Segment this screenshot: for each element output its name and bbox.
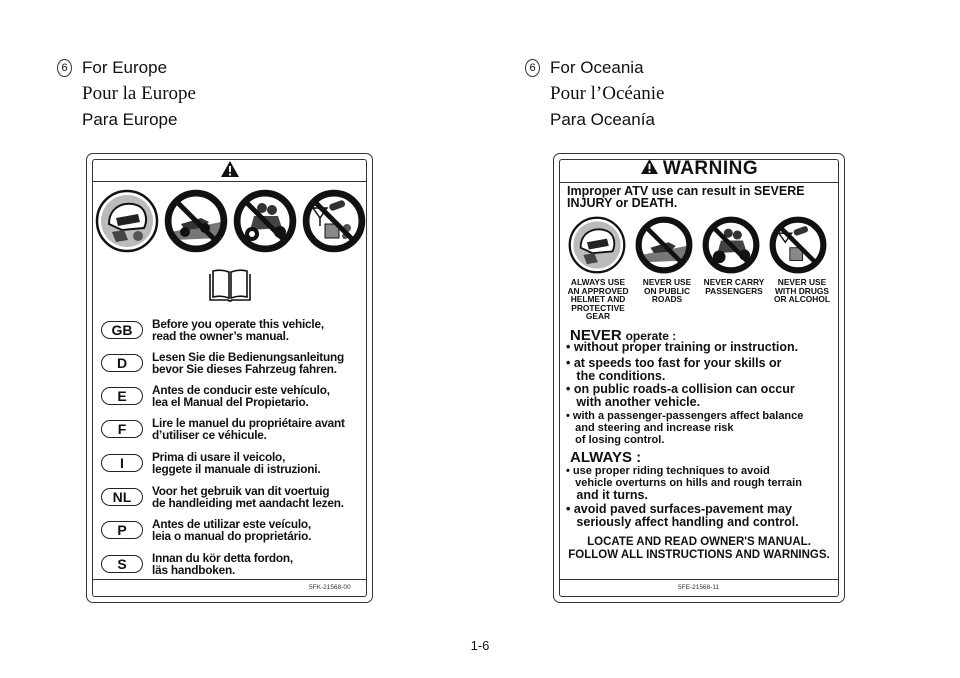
page-number: 1-6	[470, 638, 490, 653]
always-item	[566, 465, 802, 501]
language-code-pill: I	[101, 454, 143, 472]
caption-line: NEVER CARRY	[703, 277, 765, 287]
language-row-p	[101, 518, 311, 542]
instruction-line: read the owner’s manual.	[152, 329, 289, 343]
caption-line: AN APPROVED	[567, 285, 629, 296]
instruction-line: läs handboken.	[152, 563, 236, 577]
language-code-pill: S	[101, 555, 143, 573]
instruction-line: lea el Manual del Propietario.	[152, 395, 309, 409]
footer-instructions	[554, 536, 844, 562]
divider	[92, 181, 367, 182]
intro-line: INJURY or DEATH.	[567, 196, 678, 210]
never-item	[566, 341, 798, 354]
caption-line: ON PUBLIC	[643, 285, 691, 296]
language-code-pill: GB	[101, 321, 143, 339]
helmet-icon	[567, 215, 627, 275]
instruction-line: Voor het gebruik van dit voertuig	[152, 484, 330, 498]
caption-passengers	[700, 278, 768, 295]
item-line: and steering and increase risk	[566, 422, 734, 434]
language-code-pill: F	[101, 420, 143, 438]
language-code-pill: NL	[101, 488, 143, 506]
instruction-line: Innan du kör detta fordon,	[152, 551, 293, 565]
item-line: • without proper training or instruction.	[566, 340, 799, 354]
item-line: of losing control.	[566, 434, 665, 446]
item-line: and it turns.	[566, 488, 648, 502]
caption-line: ROADS	[651, 294, 683, 304]
part-code: 5FE-21568-11	[678, 584, 720, 591]
item-line: • with a passenger-passengers affect balance	[566, 410, 804, 422]
instruction-line: de handleiding met aandacht lezen.	[152, 496, 344, 510]
intro-line: Improper ATV use can result in SEVERE	[567, 184, 805, 198]
caption-line: PASSENGERS	[705, 285, 763, 296]
heading-french: Pour l’Océanie	[550, 83, 665, 104]
instruction-line: Antes de utilizar este veículo,	[152, 517, 312, 531]
europe-warning-label	[86, 153, 373, 603]
item-line: • on public roads-a collision can occur	[566, 382, 795, 396]
never-rest: operate :	[625, 329, 677, 343]
heading-french: Pour la Europe	[82, 83, 196, 104]
caption-line: GEAR	[585, 311, 611, 321]
oceania-heading	[525, 55, 664, 133]
caption-line: HELMET AND	[570, 294, 626, 304]
no-road-icon	[634, 215, 694, 275]
caption-roads	[634, 278, 700, 304]
item-line: seriously affect handling and control.	[566, 515, 799, 529]
always-word: ALWAYS :	[570, 449, 642, 466]
never-word: NEVER	[570, 327, 622, 344]
language-row-f	[101, 417, 345, 441]
language-row-gb	[101, 318, 324, 342]
warning-title	[554, 158, 844, 180]
instruction-line: Lire le manuel du propriétaire avant	[152, 416, 345, 430]
always-heading	[570, 449, 641, 466]
caption-line: WITH DRUGS	[775, 285, 829, 296]
europe-heading	[57, 55, 196, 133]
caption-line: PROTECTIVE	[571, 302, 625, 313]
item-line: • avoid paved surfaces-pavement may	[566, 502, 793, 516]
instruction-line: Antes de conducir este vehículo,	[152, 383, 330, 397]
part-code: 5FK-21568-00	[309, 584, 351, 591]
caption-line: NEVER USE	[642, 277, 692, 287]
divider	[92, 579, 367, 580]
instruction-line: leia o manual do proprietário.	[152, 529, 312, 543]
no-drugs-alcohol-icon	[301, 188, 367, 254]
helmet-icon	[94, 188, 160, 254]
instruction-line: Prima di usare il veicolo,	[152, 450, 286, 464]
divider	[559, 579, 839, 580]
language-code-pill: D	[101, 354, 143, 372]
item-line: • use proper riding techniques to avoid	[566, 465, 770, 477]
caption-drugs	[767, 278, 837, 304]
heading-spanish: Para Europe	[82, 110, 178, 129]
caption-line: NEVER USE	[777, 277, 827, 287]
no-passenger-icon	[701, 215, 761, 275]
instruction-line: bevor Sie dieses Fahrzeug fahren.	[152, 362, 337, 376]
item-line: with another vehicle.	[566, 395, 701, 409]
item-line: the conditions.	[566, 369, 666, 383]
language-row-e	[101, 384, 330, 408]
no-drugs-alcohol-icon	[768, 215, 828, 275]
footer-line: FOLLOW ALL INSTRUCTIONS AND WARNINGS.	[568, 549, 830, 561]
footer-line: LOCATE AND READ OWNER'S MANUAL.	[587, 536, 811, 548]
caption-helmet	[564, 278, 632, 321]
instruction-line: Before you operate this vehicle,	[152, 317, 324, 331]
item-line: • at speeds too fast for your skills or	[566, 356, 782, 370]
language-code-pill: E	[101, 387, 143, 405]
warning-word: WARNING	[662, 158, 759, 179]
caption-line: OR ALCOHOL	[774, 294, 830, 304]
language-code-pill: P	[101, 521, 143, 539]
heading-spanish: Para Oceanía	[550, 110, 655, 129]
language-row-d	[101, 351, 344, 375]
heading-english: For Oceania	[550, 58, 644, 77]
never-item	[566, 383, 795, 409]
caption-line: ALWAYS USE	[570, 277, 626, 287]
instruction-line: Lesen Sie die Bedienungsanleitung	[152, 350, 345, 364]
divider	[559, 182, 839, 183]
no-road-icon	[163, 188, 229, 254]
always-item	[566, 503, 799, 529]
never-item	[566, 410, 803, 446]
open-book-icon	[208, 268, 252, 304]
oceania-warning-label	[553, 153, 845, 603]
warning-triangle-icon	[640, 158, 659, 175]
instruction-line: d’utiliser ce véhicule.	[152, 428, 267, 442]
heading-english: For Europe	[82, 58, 168, 77]
warning-triangle-icon	[220, 160, 240, 178]
language-row-s	[101, 552, 293, 576]
never-item	[566, 357, 782, 383]
item-number: 6	[57, 59, 72, 77]
item-number: 6	[525, 59, 540, 77]
no-passenger-icon	[232, 188, 298, 254]
instruction-line: leggete il manuale di istruzioni.	[152, 462, 321, 476]
intro-text	[567, 185, 805, 209]
language-row-i	[101, 451, 320, 475]
item-line: vehicle overturns on hills and rough terrain	[566, 477, 802, 489]
language-row-nl	[101, 485, 344, 509]
